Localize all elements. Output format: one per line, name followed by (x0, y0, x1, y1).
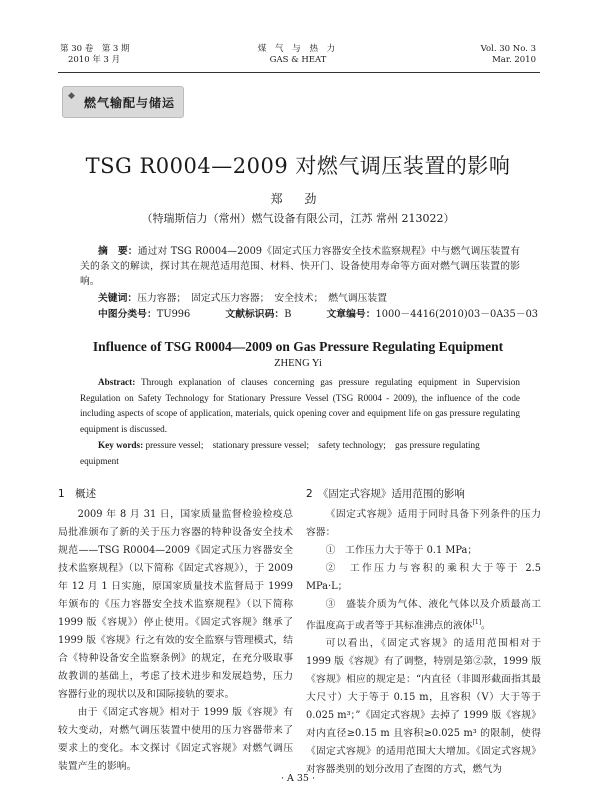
abstract-en-text: Through explanation of clauses concerning gas pressure regulating equipment in Supervision Regulation on Safety Technology for Stationary Pressure Vessel (TSG R0004 - 2009), the influence of the code including aspects of scope of application, materials, quick opening cover and equipment life on gas pressure regulating equipment is discussed. (80, 377, 520, 434)
article-number-label: 文章编号： (326, 309, 376, 320)
body-column-right (306, 485, 541, 779)
volume-issue: 第 30 卷 第 3 期 (60, 44, 130, 54)
section-heading-2: 2 《固定式容规》适用范围的影响 (306, 488, 465, 500)
doc-code-label: 文献标识码： (225, 309, 285, 320)
journal-name-cn: 煤 气 与 热 力 (257, 44, 339, 54)
abstract-cn-text: 通过对 TSG R0004—2009《固定式压力容器安全技术监察规程》中与燃气调压装置有关的条文的解读，探讨其在规范适用范围、材料、快开门、设备使用寿命等方面对燃气调压装置的影响。 (80, 246, 520, 287)
list-item: ① 工作压力大于等于 0.1 MPa； (325, 545, 478, 556)
keywords-en (80, 438, 520, 469)
paragraph: 《固定式容规》适用于同时具备下列条件的压力容器： (306, 509, 541, 538)
body-column-left (58, 485, 293, 776)
article-title-en: Influence of TSG R0004—2009 on Gas Pressure Regulating Equipment (92, 339, 504, 354)
classification-line (98, 308, 538, 322)
author-name-en: ZHENG Yi (274, 358, 322, 369)
list-item-end: 。 (481, 620, 491, 632)
list-item (306, 596, 541, 635)
article-title: TSG R0004—2009 对燃气调压装置的影响 (85, 154, 511, 178)
header-rule (58, 72, 540, 73)
keywords-cn-label: 关键词： (98, 293, 138, 304)
issue-date-en: Mar. 2010 (492, 55, 536, 65)
article-number-entry (327, 309, 555, 320)
doc-code-entry (225, 309, 307, 320)
clc-value: TU996 (156, 309, 191, 320)
paragraph: 可以看出，《固定式容规》的适用范围相对于 1999 版《容规》有了调整，特别是第②款，1999 版《容规》相应的规定是：“内直径（非圆形截面指其最大尺寸）大于等于 0.15 m，且容积（V）大于等于 0.025 m³；”《固定式容规》去掉了 1999 版《容规》对内直径≥0.15 m 且容积≥0.025 m³ 的限制，使得《固定式容规》的适用范围大大增加。《固定式容规》对容器类别的划分改用了查图的方式，燃气为 (306, 638, 541, 776)
article-number-value: 1000－4416(2010)03－0A35－03 (375, 309, 539, 320)
page-number: · A 35 · (280, 773, 316, 784)
abstract-cn-label: 摘 要： (98, 246, 138, 257)
author-name: 郑 劲 (270, 192, 326, 206)
section-tag-decoration-icon: ◆ (68, 91, 75, 101)
issue-date: 2010 年 3 月 (68, 55, 121, 65)
list-item: ② 工作压力与容积的乘积大于等于 2.5 MPa·L； (306, 563, 541, 592)
keywords-cn-text: 压力容器； 固定式压力容器； 安全技术； 燃气调压装置 (137, 293, 388, 304)
journal-name-en: GAS & HEAT (269, 55, 327, 65)
running-header-right (481, 44, 536, 66)
paragraph: 2009 年 8 月 31 日，国家质量监督检验检疫总局批准颁布了新的关于压力容器的特种设备安全技术规范——TSG R0004—2009《固定式压力容器安全技术监察规程》（以下简称《固定式容规》），于 2009 年 12 月 1 日实施，原国家质量技术监督局于 1999 年颁布的《压力容器安全技术监察规程》（以下简称 1999 版《容规》）停止使用。《固定式容规》继承了 1999 版《容规》行之有效的安全监察与管理模式，结合《特种设备安全监察条例》的规定，在充分吸取事故教训的基础上，考虑了技术进步和发展趋势，压力容器行业的现状以及和国际接轨的要求。 (58, 509, 293, 700)
keywords-cn (98, 292, 528, 306)
abstract-en-label: Abstract: (98, 377, 136, 387)
section-tag (62, 86, 184, 118)
clc-entry (98, 309, 206, 320)
citation-ref: [1] (472, 619, 482, 626)
paragraph: 由于《固定式容规》相对于 1999 版《容规》有较大变动，对燃气调压装置中使用的压力容器带来了要求上的变化。本文探讨《固定式容规》对燃气调压装置产生的影响。 (58, 707, 293, 772)
volume-issue-en: Vol. 30 No. 3 (480, 44, 536, 54)
author-affiliation: （特瑞斯信力（常州）燃气设备有限公司，江苏 常州 213022） (141, 212, 455, 225)
section-tag-label: 燃气输配与储运 (84, 96, 176, 110)
list-item-text: ③ 盛装介质为气体、液化气体以及介质最高工作温度高于或者等于其标准沸点的液体 (306, 599, 541, 632)
abstract-en (80, 375, 520, 437)
abstract-cn (80, 244, 520, 289)
doc-code-value: B (284, 309, 292, 320)
section-heading-1: 1 概述 (58, 488, 97, 500)
keywords-en-label: Key words: (98, 440, 144, 450)
keywords-en-text: pressure vessel; stationary pressure vessel; safety technology; gas pressure regulating equipment (80, 440, 480, 466)
clc-label: 中图分类号： (98, 309, 157, 320)
